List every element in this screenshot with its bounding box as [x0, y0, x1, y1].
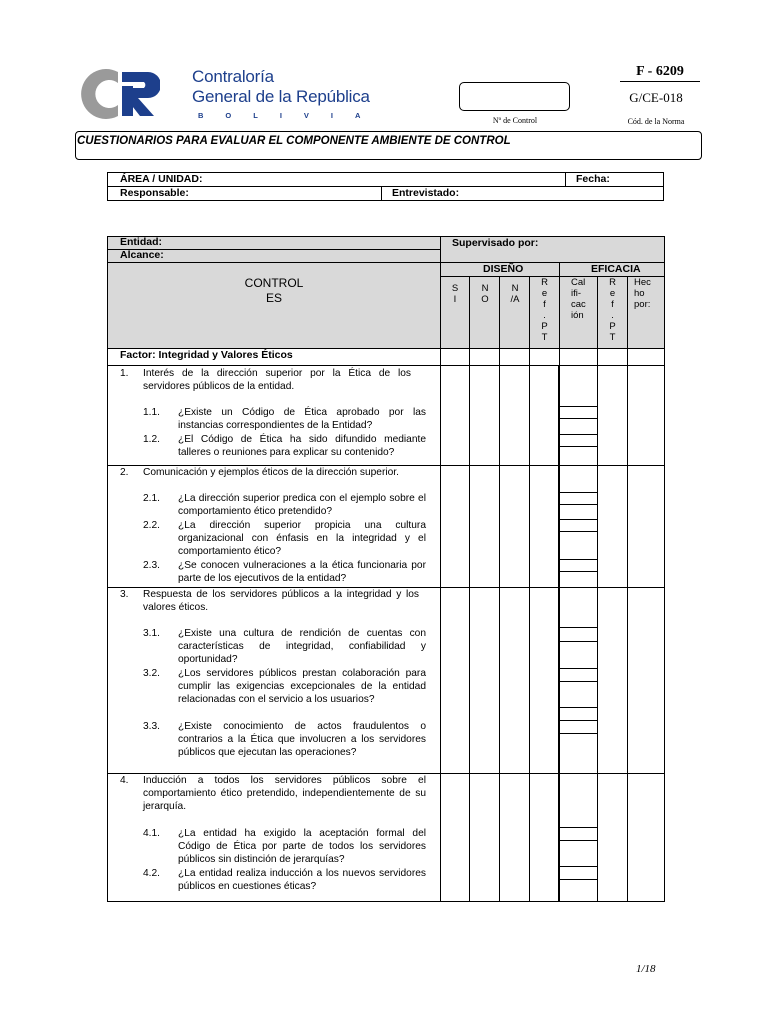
efficacy-label: EFICACIA: [591, 263, 641, 275]
interviewee-label: Entrevistado:: [392, 187, 460, 199]
col-ref-pt-efficacy: R e f . P T: [609, 277, 616, 343]
responsible-label: Responsable:: [120, 187, 189, 199]
col-no: N O: [481, 283, 489, 305]
form-code: F - 6209: [620, 64, 700, 82]
entity-label: Entidad:: [120, 236, 162, 248]
date-label: Fecha:: [576, 173, 610, 185]
control-number-label: Nº de Control: [492, 116, 538, 125]
controls-heading: CONTROL ES: [244, 276, 304, 305]
norm-code: G/CE-018: [629, 90, 683, 105]
col-calificacion: Cal ifi- cac ión: [571, 277, 586, 321]
scope-label: Alcance:: [120, 249, 164, 261]
factor-label: Factor: Integridad y Valores Éticos: [120, 349, 293, 361]
contraloria-logo: [78, 66, 160, 122]
page-number: 1/18: [636, 963, 656, 975]
area-label: ÁREA / UNIDAD:: [120, 173, 203, 185]
responsible-row: [107, 186, 664, 201]
control-number-field[interactable]: [459, 82, 570, 111]
norm-code-label: Cód. de la Norma: [627, 117, 685, 126]
area-row: [107, 172, 664, 187]
col-na: N /A: [510, 283, 520, 305]
document-title: CUESTIONARIOS PARA EVALUAR EL COMPONENTE AMBIENTE DE CONTROL: [77, 135, 511, 147]
org-name-line2: General de la República: [192, 87, 370, 106]
org-name-line1: Contraloría: [192, 67, 274, 86]
col-si: S I: [451, 283, 459, 305]
supervised-label: Supervisado por:: [452, 237, 539, 249]
col-hecho-por: Hec ho por:: [634, 277, 651, 310]
design-label: DISEÑO: [483, 263, 524, 275]
org-country: BOLIVIA: [198, 111, 383, 120]
col-ref-pt-design: R e f . P T: [541, 277, 548, 343]
